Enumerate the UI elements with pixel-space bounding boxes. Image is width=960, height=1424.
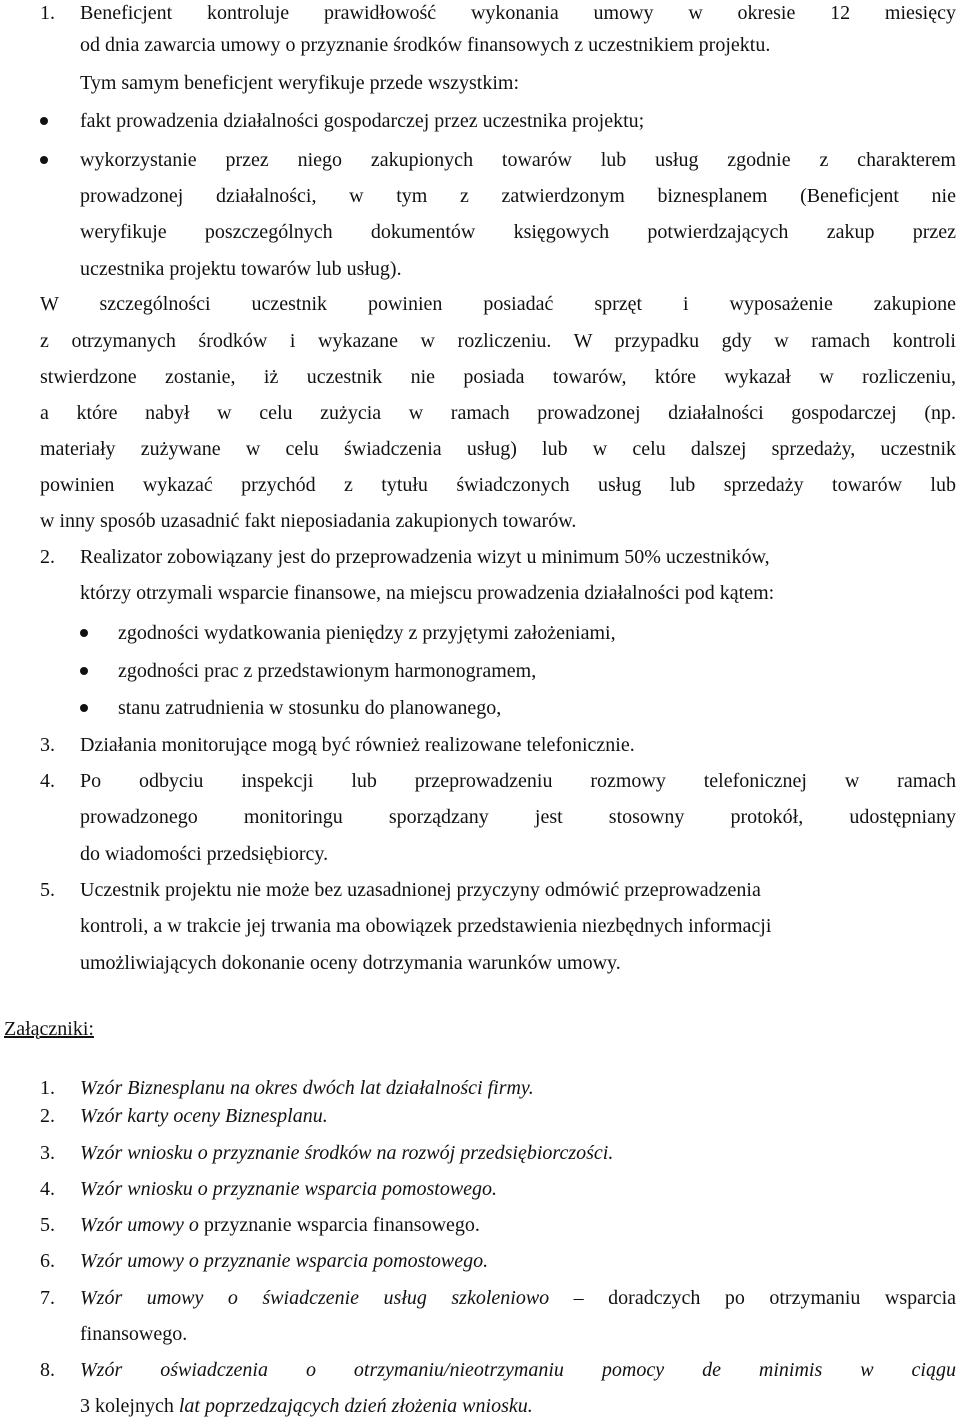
- item-text-line: Beneficjent kontroluje prawidłowość wykonania umowy w okresie 12 miesięcy: [80, 2, 956, 24]
- item-text-line: Uczestnik projektu nie może bez uzasadnionej przyczyny odmówić przeprowadzenia: [80, 879, 761, 901]
- item-text-line: prowadzonego monitoringu sporządzany jest stosowny protokół, udostępniany: [80, 806, 956, 828]
- attachment-item: Wzór Biznesplanu na okres dwóch lat działalności firmy.: [80, 1077, 534, 1099]
- bullet-icon: [80, 704, 88, 712]
- item-text-line: kontroli, a w trakcie jej trwania ma obowiązek przedstawienia niezbędnych informacji: [80, 915, 772, 937]
- bullet-text-line: uczestnika projektu towarów lub usług).: [80, 258, 402, 280]
- bullet-text-line: weryfikuje poszczególnych dokumentów księgowych potwierdzających zakup przez: [80, 221, 956, 243]
- attachment-number: 8.: [40, 1359, 55, 1381]
- attachment-item: Wzór wniosku o przyznanie wsparcia pomostowego.: [80, 1178, 498, 1200]
- bullet-icon: [80, 629, 88, 637]
- attachment-item-normal: – doradczych po otrzymaniu wsparcia: [549, 1287, 957, 1309]
- attachment-number: 5.: [40, 1214, 55, 1236]
- attachment-item: Wzór oświadczenia o otrzymaniu/nieotrzymaniu pomocy de minimis w ciągu: [80, 1359, 956, 1381]
- bullet-text-line: zgodności wydatkowania pieniędzy z przyjętymi założeniami,: [118, 622, 616, 644]
- attachment-item-italic: lat poprzedzających dzień złożenia wniosku.: [178, 1395, 533, 1417]
- attachments-heading: Załączniki:: [4, 1018, 94, 1040]
- attachment-number: 6.: [40, 1250, 55, 1272]
- item-number: 2.: [40, 546, 55, 568]
- bullet-text-line: wykorzystanie przez niego zakupionych towarów lub usług zgodnie z charakterem: [80, 149, 956, 171]
- attachment-number: 3.: [40, 1142, 55, 1164]
- attachment-number: 1.: [40, 1077, 55, 1099]
- item-text-line: którzy otrzymali wsparcie finansowe, na miejscu prowadzenia działalności pod kątem:: [80, 582, 775, 604]
- attachment-item: [80, 1212, 480, 1238]
- item-text-line: Tym samym beneficjent weryfikuje przede wszystkim:: [80, 72, 520, 94]
- attachment-number: 7.: [40, 1287, 55, 1309]
- item-text-line: Realizator zobowiązany jest do przeprowadzenia wizyt u minimum 50% uczestników,: [80, 546, 770, 568]
- item-number: 4.: [40, 770, 55, 792]
- attachment-item: Wzór umowy o przyznanie wsparcia pomostowego.: [80, 1250, 489, 1272]
- attachment-number: 2.: [40, 1105, 55, 1127]
- paragraph-line: w inny sposób uzasadnić fakt nieposiadania zakupionych towarów.: [40, 510, 577, 532]
- paragraph-line: a które nabył w celu zużycia w ramach prowadzonej działalności gospodarczej (np.: [40, 402, 956, 424]
- attachment-item: Wzór karty oceny Biznesplanu.: [80, 1105, 328, 1127]
- bullet-icon: [80, 667, 88, 675]
- attachment-item: [80, 1285, 956, 1311]
- paragraph-line: W szczególności uczestnik powinien posiadać sprzęt i wyposażenie zakupione: [40, 293, 956, 315]
- paragraph-line: stwierdzone zostanie, iż uczestnik nie posiada towarów, które wykazał w rozliczeniu,: [40, 366, 956, 388]
- item-number: 3.: [40, 734, 55, 756]
- attachment-item-normal: 3 kolejnych: [80, 1395, 179, 1417]
- item-number: 1.: [40, 2, 55, 24]
- item-number: 5.: [40, 879, 55, 901]
- item-text-line: do wiadomości przedsiębiorcy.: [80, 843, 329, 865]
- bullet-icon: [40, 117, 48, 125]
- attachment-item-continued: finansowego.: [80, 1323, 188, 1345]
- item-text-line: umożliwiających dokonanie oceny dotrzymania warunków umowy.: [80, 952, 621, 974]
- paragraph-line: powinien wykazać przychód z tytułu świadczonych usług lub sprzedaży towarów lub: [40, 474, 956, 496]
- bullet-text-line: zgodności prac z przedstawionym harmonogramem,: [118, 660, 537, 682]
- item-text-line: Działania monitorujące mogą być również realizowane telefonicznie.: [80, 734, 635, 756]
- paragraph-line: z otrzymanych środków i wykazane w rozliczeniu. W przypadku gdy w ramach kontroli: [40, 330, 956, 352]
- attachment-item-normal: przyznanie wsparcia finansowego.: [198, 1214, 480, 1236]
- item-text-line: Po odbyciu inspekcji lub przeprowadzeniu rozmowy telefonicznej w ramach: [80, 770, 956, 792]
- attachment-item-italic: Wzór umowy o świadczenie usług szkoleniowo: [80, 1287, 550, 1309]
- attachment-item-continued: [80, 1393, 533, 1419]
- attachment-number: 4.: [40, 1178, 55, 1200]
- paragraph-line: materiały zużywane w celu świadczenia usług) lub w celu dalszej sprzedaży, uczestnik: [40, 438, 956, 460]
- bullet-text-line: fakt prowadzenia działalności gospodarczej przez uczestnika projektu;: [80, 110, 645, 132]
- item-text-line: od dnia zawarcia umowy o przyznanie środków finansowych z uczestnikiem projektu.: [80, 34, 771, 56]
- attachment-item-italic: Wzór umowy o: [80, 1214, 199, 1236]
- attachment-item: Wzór wniosku o przyznanie środków na rozwój przedsiębiorczości.: [80, 1142, 614, 1164]
- bullet-text-line: stanu zatrudnienia w stosunku do planowanego,: [118, 697, 502, 719]
- bullet-text-line: prowadzonej działalności, w tym z zatwierdzonym biznesplanem (Beneficjent nie: [80, 185, 956, 207]
- bullet-icon: [40, 156, 48, 164]
